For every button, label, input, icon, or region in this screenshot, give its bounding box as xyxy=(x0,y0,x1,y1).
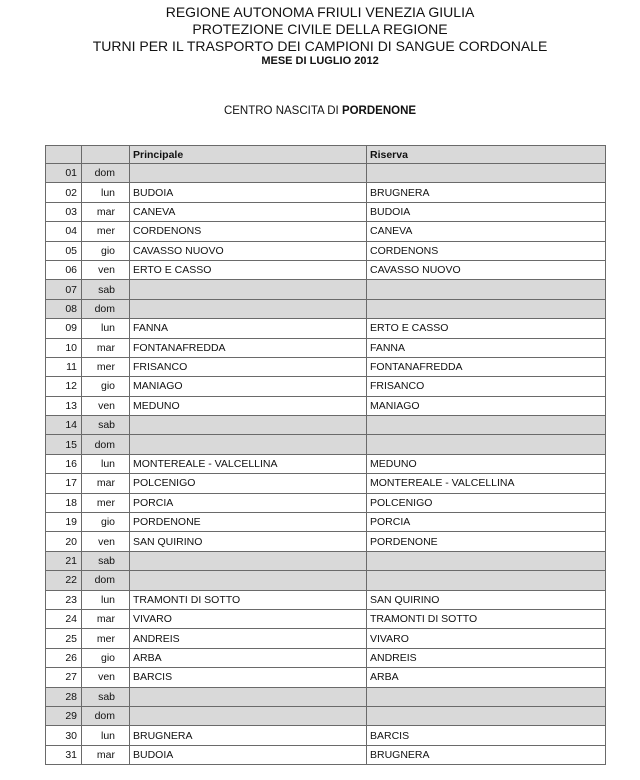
day-number: 01 xyxy=(46,164,82,183)
riserva-cell: FANNA xyxy=(367,338,606,357)
table-row xyxy=(46,377,606,396)
riserva-cell: FONTANAFREDDA xyxy=(367,357,606,376)
principale-cell: BUDOIA xyxy=(130,183,367,202)
month-value: LUGLIO 2012 xyxy=(309,55,379,67)
weekday: lun xyxy=(82,590,130,609)
riserva-cell xyxy=(367,571,606,590)
header-principale: Principale xyxy=(130,146,367,164)
header-riserva: Riserva xyxy=(367,146,606,164)
principale-cell xyxy=(130,551,367,570)
day-number: 04 xyxy=(46,222,82,241)
table-row xyxy=(46,551,606,570)
principale-cell: CORDENONS xyxy=(130,222,367,241)
weekday: lun xyxy=(82,319,130,338)
principale-cell: ERTO E CASSO xyxy=(130,260,367,279)
table-row xyxy=(46,280,606,299)
header-line-region: REGIONE AUTONOMA FRIULI VENEZIA GIULIA xyxy=(165,4,475,20)
day-number: 10 xyxy=(46,338,82,357)
header-day-number xyxy=(46,146,82,164)
table-row xyxy=(46,629,606,648)
weekday: lun xyxy=(82,726,130,745)
day-number: 28 xyxy=(46,687,82,706)
table-row xyxy=(46,183,606,202)
day-number: 22 xyxy=(46,571,82,590)
header-weekday xyxy=(82,146,130,164)
weekday: dom xyxy=(82,299,130,318)
riserva-cell xyxy=(367,416,606,435)
weekday: mar xyxy=(82,609,130,628)
day-number: 29 xyxy=(46,706,82,725)
table-row xyxy=(46,687,606,706)
riserva-cell xyxy=(367,687,606,706)
day-number: 13 xyxy=(46,396,82,415)
riserva-cell: PORCIA xyxy=(367,513,606,532)
day-number: 06 xyxy=(46,260,82,279)
weekday: ven xyxy=(82,396,130,415)
day-number: 16 xyxy=(46,454,82,473)
day-number: 25 xyxy=(46,629,82,648)
table-row xyxy=(46,164,606,183)
riserva-cell: BUDOIA xyxy=(367,202,606,221)
principale-cell: MEDUNO xyxy=(130,396,367,415)
table-row xyxy=(46,454,606,473)
weekday: mer xyxy=(82,357,130,376)
table-row xyxy=(46,299,606,318)
riserva-cell: TRAMONTI DI SOTTO xyxy=(367,609,606,628)
table-row xyxy=(46,590,606,609)
principale-cell xyxy=(130,687,367,706)
weekday: mer xyxy=(82,629,130,648)
weekday: sab xyxy=(82,280,130,299)
weekday: ven xyxy=(82,260,130,279)
shift-table xyxy=(45,145,606,765)
riserva-cell xyxy=(367,706,606,725)
principale-cell xyxy=(130,416,367,435)
header-line-title: TURNI PER IL TRASPORTO DEI CAMPIONI DI SANGUE CORDONALE xyxy=(92,38,548,54)
table-row xyxy=(46,357,606,376)
day-number: 17 xyxy=(46,474,82,493)
principale-cell xyxy=(130,280,367,299)
table-row xyxy=(46,396,606,415)
table-row xyxy=(46,493,606,512)
principale-cell: MANIAGO xyxy=(130,377,367,396)
table-row xyxy=(46,202,606,221)
weekday: gio xyxy=(82,241,130,260)
riserva-cell: ERTO E CASSO xyxy=(367,319,606,338)
principale-cell xyxy=(130,299,367,318)
table-row xyxy=(46,745,606,764)
weekday: mer xyxy=(82,222,130,241)
day-number: 05 xyxy=(46,241,82,260)
day-number: 27 xyxy=(46,668,82,687)
day-number: 09 xyxy=(46,319,82,338)
day-number: 23 xyxy=(46,590,82,609)
weekday: dom xyxy=(82,706,130,725)
table-row xyxy=(46,474,606,493)
day-number: 18 xyxy=(46,493,82,512)
principale-cell: PORDENONE xyxy=(130,513,367,532)
weekday: dom xyxy=(82,435,130,454)
principale-cell xyxy=(130,164,367,183)
table-row xyxy=(46,648,606,667)
principale-cell: BUDOIA xyxy=(130,745,367,764)
day-number: 11 xyxy=(46,357,82,376)
weekday: mar xyxy=(82,338,130,357)
principale-cell: FONTANAFREDDA xyxy=(130,338,367,357)
weekday: ven xyxy=(82,532,130,551)
weekday: mer xyxy=(82,493,130,512)
principale-cell: POLCENIGO xyxy=(130,474,367,493)
day-number: 21 xyxy=(46,551,82,570)
riserva-cell xyxy=(367,435,606,454)
table-row xyxy=(46,668,606,687)
day-number: 30 xyxy=(46,726,82,745)
principale-cell: PORCIA xyxy=(130,493,367,512)
principale-cell xyxy=(130,706,367,725)
day-number: 15 xyxy=(46,435,82,454)
riserva-cell xyxy=(367,280,606,299)
day-number: 14 xyxy=(46,416,82,435)
weekday: sab xyxy=(82,687,130,706)
principale-cell xyxy=(130,435,367,454)
weekday: mar xyxy=(82,745,130,764)
riserva-cell: MANIAGO xyxy=(367,396,606,415)
table-row xyxy=(46,222,606,241)
subtitle-city: PORDENONE xyxy=(341,105,417,117)
riserva-cell: FRISANCO xyxy=(367,377,606,396)
weekday: gio xyxy=(82,648,130,667)
table-row xyxy=(46,532,606,551)
principale-cell: BRUGNERA xyxy=(130,726,367,745)
table-row xyxy=(46,571,606,590)
table-row xyxy=(46,435,606,454)
principale-cell: VIVARO xyxy=(130,609,367,628)
riserva-cell: CANEVA xyxy=(367,222,606,241)
day-number: 07 xyxy=(46,280,82,299)
riserva-cell xyxy=(367,551,606,570)
weekday: dom xyxy=(82,571,130,590)
table-header-row xyxy=(46,146,606,164)
table-row xyxy=(46,706,606,725)
riserva-cell xyxy=(367,164,606,183)
weekday: sab xyxy=(82,416,130,435)
weekday: lun xyxy=(82,183,130,202)
day-number: 02 xyxy=(46,183,82,202)
table-row xyxy=(46,726,606,745)
principale-cell: CAVASSO NUOVO xyxy=(130,241,367,260)
table-row xyxy=(46,609,606,628)
table-row xyxy=(46,416,606,435)
header-line-civil-protection: PROTEZIONE CIVILE DELLA REGIONE xyxy=(192,21,448,37)
principale-cell: TRAMONTI DI SOTTO xyxy=(130,590,367,609)
table-row xyxy=(46,338,606,357)
riserva-cell: CAVASSO NUOVO xyxy=(367,260,606,279)
day-number: 31 xyxy=(46,745,82,764)
day-number: 19 xyxy=(46,513,82,532)
weekday: ven xyxy=(82,668,130,687)
riserva-cell: BARCIS xyxy=(367,726,606,745)
month-prefix: MESE DI xyxy=(261,55,310,67)
header-month xyxy=(0,54,640,68)
day-number: 24 xyxy=(46,609,82,628)
riserva-cell: ANDREIS xyxy=(367,648,606,667)
riserva-cell: ARBA xyxy=(367,668,606,687)
birth-center-subtitle xyxy=(0,104,640,118)
riserva-cell: POLCENIGO xyxy=(367,493,606,512)
principale-cell: FRISANCO xyxy=(130,357,367,376)
riserva-cell: CORDENONS xyxy=(367,241,606,260)
document-header xyxy=(0,4,640,55)
table-row xyxy=(46,241,606,260)
weekday: dom xyxy=(82,164,130,183)
day-number: 20 xyxy=(46,532,82,551)
table-row xyxy=(46,513,606,532)
principale-cell: SAN QUIRINO xyxy=(130,532,367,551)
weekday: gio xyxy=(82,513,130,532)
riserva-cell: VIVARO xyxy=(367,629,606,648)
principale-cell: ARBA xyxy=(130,648,367,667)
day-number: 26 xyxy=(46,648,82,667)
riserva-cell: MEDUNO xyxy=(367,454,606,473)
day-number: 12 xyxy=(46,377,82,396)
day-number: 08 xyxy=(46,299,82,318)
riserva-cell xyxy=(367,299,606,318)
principale-cell: CANEVA xyxy=(130,202,367,221)
principale-cell: ANDREIS xyxy=(130,629,367,648)
day-number: 03 xyxy=(46,202,82,221)
weekday: mar xyxy=(82,474,130,493)
table-row xyxy=(46,319,606,338)
riserva-cell: PORDENONE xyxy=(367,532,606,551)
riserva-cell: BRUGNERA xyxy=(367,183,606,202)
weekday: lun xyxy=(82,454,130,473)
principale-cell: MONTEREALE - VALCELLINA xyxy=(130,454,367,473)
riserva-cell: BRUGNERA xyxy=(367,745,606,764)
weekday: sab xyxy=(82,551,130,570)
principale-cell: FANNA xyxy=(130,319,367,338)
weekday: gio xyxy=(82,377,130,396)
riserva-cell: SAN QUIRINO xyxy=(367,590,606,609)
subtitle-prefix: CENTRO NASCITA DI xyxy=(223,105,342,117)
principale-cell: BARCIS xyxy=(130,668,367,687)
table-row xyxy=(46,260,606,279)
principale-cell xyxy=(130,571,367,590)
weekday: mar xyxy=(82,202,130,221)
riserva-cell: MONTEREALE - VALCELLINA xyxy=(367,474,606,493)
